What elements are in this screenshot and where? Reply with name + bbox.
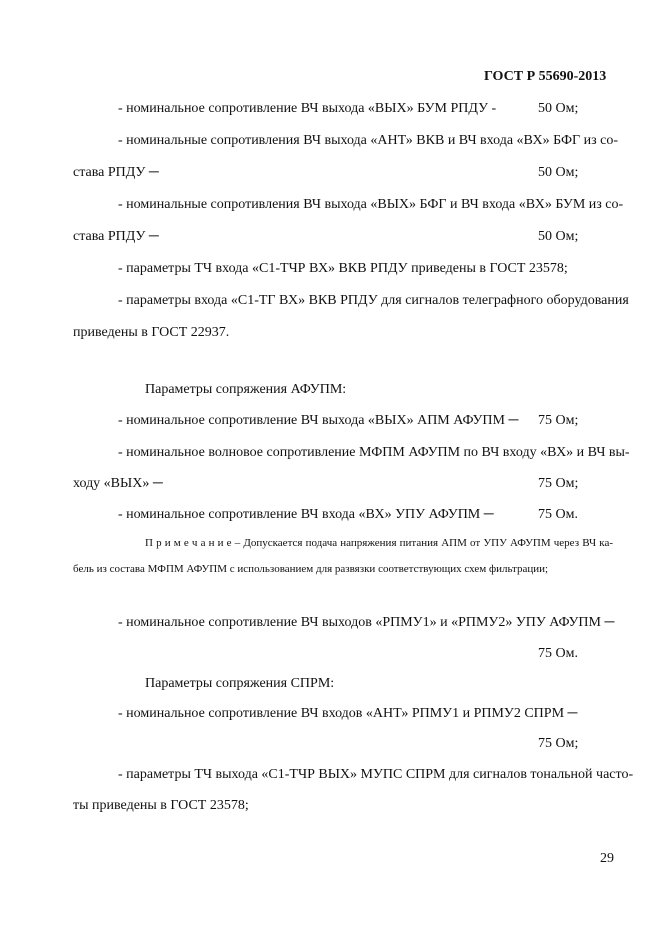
item-text: - номинальное сопротивление ВЧ входа «ВХ» УПУ АФУПМ ─ bbox=[118, 507, 494, 522]
section-heading-afupm: Параметры сопряжения АФУПМ: bbox=[145, 382, 347, 397]
list-item-continuation bbox=[73, 477, 613, 491]
list-item: - параметры ТЧ входа «С1-ТЧР ВХ» ВКВ РПДУ приведены в ГОСТ 23578; bbox=[118, 261, 568, 276]
document-header: ГОСТ Р 55690-2013 bbox=[484, 69, 607, 84]
list-item: - параметры ТЧ выхода «С1-ТЧР ВЫХ» МУПС СПРМ для сигналов тональной часто- bbox=[118, 767, 634, 782]
list-item: - параметры входа «С1-ТГ ВХ» ВКВ РПДУ для сигналов телеграфного оборудования bbox=[118, 293, 629, 308]
list-item bbox=[118, 508, 613, 522]
list-item: - номинальные сопротивления ВЧ выхода «АНТ» ВКВ и ВЧ входа «ВХ» БФГ из со- bbox=[118, 133, 619, 148]
item-text: - номинальное сопротивление ВЧ выхода «ВЫХ» АПМ АФУПМ ─ bbox=[118, 413, 519, 428]
note-line bbox=[145, 538, 613, 549]
item-text: става РПДУ ─ bbox=[73, 165, 159, 180]
section-heading-sprm: Параметры сопряжения СПРМ: bbox=[145, 676, 335, 691]
note-text: – Допускается подача напряжения питания АПМ от УПУ АФУПМ через ВЧ ка- bbox=[231, 537, 613, 549]
item-text: ходу «ВЫХ» ─ bbox=[73, 476, 163, 491]
list-item-continuation: приведены в ГОСТ 22937. bbox=[73, 325, 230, 340]
item-text: става РПДУ ─ bbox=[73, 229, 159, 244]
list-item bbox=[118, 414, 613, 428]
item-value: 75 Ом; bbox=[538, 476, 579, 491]
list-item: - номинальное волновое сопротивление МФПМ АФУПМ по ВЧ входу «ВХ» и ВЧ вы- bbox=[118, 445, 630, 460]
list-item: - номинальные сопротивления ВЧ выхода «ВЫХ» БФГ и ВЧ входа «ВХ» БУМ из со- bbox=[118, 197, 624, 212]
list-item-continuation bbox=[73, 230, 613, 244]
item-value: 75 Ом. bbox=[538, 507, 578, 522]
item-value: 75 Ом. bbox=[538, 646, 578, 661]
item-text: - номинальное сопротивление ВЧ выхода «ВЫХ» БУМ РПДУ - bbox=[118, 101, 497, 116]
note-label: П р и м е ч а н и е bbox=[145, 537, 232, 549]
list-item: - номинальное сопротивление ВЧ выходов «РПМУ1» и «РПМУ2» УПУ АФУПМ ─ bbox=[118, 615, 615, 630]
list-item: - номинальное сопротивление ВЧ входов «АНТ» РПМУ1 и РПМУ2 СПРМ ─ bbox=[118, 706, 578, 721]
page-number: 29 bbox=[600, 851, 614, 866]
item-value: 75 Ом; bbox=[538, 413, 579, 428]
item-value: 50 Ом; bbox=[538, 101, 579, 116]
item-value: 50 Ом; bbox=[538, 165, 579, 180]
list-item-continuation bbox=[73, 166, 613, 180]
item-value: 50 Ом; bbox=[538, 229, 579, 244]
list-item bbox=[118, 102, 613, 116]
item-value: 75 Ом; bbox=[538, 736, 579, 751]
list-item-continuation: ты приведены в ГОСТ 23578; bbox=[73, 798, 249, 813]
note-line: бель из состава МФПМ АФУПМ с использованием для развязки соответствующих схем фильтрации; bbox=[73, 563, 549, 575]
